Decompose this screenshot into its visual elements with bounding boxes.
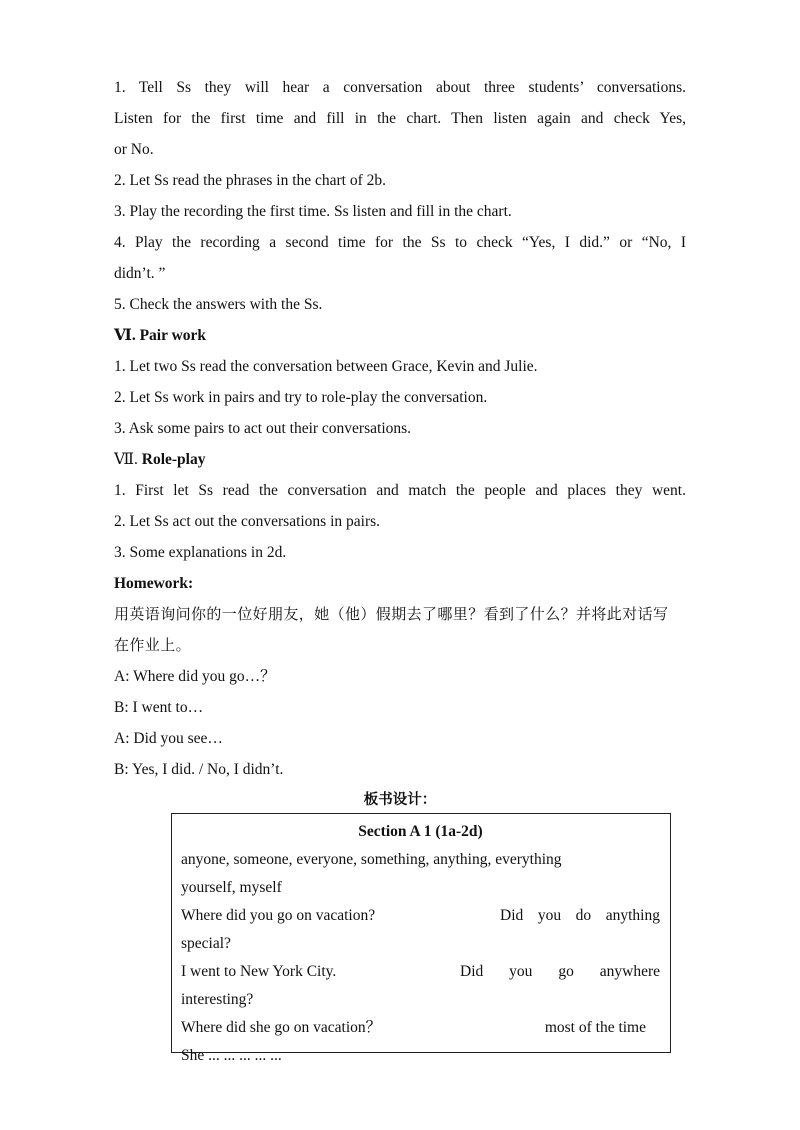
board-row-2-left: I went to New York City.: [181, 963, 337, 980]
dialogue-line-2: B: I went to…: [114, 699, 204, 716]
board-row-3: [181, 1014, 660, 1042]
listening-step-1a: 1. Tell Ss they will hear a conversation about three students’ conversations.: [114, 79, 686, 96]
board-row-2-continued: interesting?: [181, 991, 254, 1008]
board-word-list: anyone, someone, everyone, something, anything, everything: [181, 851, 562, 868]
listening-step-4b: didn’t. ”: [114, 265, 166, 282]
homework-instruction-line-2: 在作业上。: [114, 636, 192, 654]
homework-heading: Homework:: [114, 575, 194, 592]
board-row-1-left: Where did you go on vacation?: [181, 907, 376, 924]
board-row-3-right: most of the time: [544, 1019, 646, 1036]
role-play-step-3: 3. Some explanations in 2d.: [114, 544, 287, 561]
board-row-4-text: She ... ... ... ... ...: [181, 1047, 282, 1064]
lesson-content: [114, 72, 686, 816]
homework-instruction-line-1: 用英语询问你的一位好朋友，她（他）假期去了哪里？看到了什么？并将此对话写: [114, 605, 669, 623]
role-play-numeral: Ⅶ.: [114, 451, 138, 468]
board-reflexive-list: yourself, myself: [181, 879, 282, 896]
listening-step-1b: Listen for the first time and fill in the chart. Then listen again and check Yes,: [114, 110, 686, 127]
pair-work-step-2: 2. Let Ss work in pairs and try to role-play the conversation.: [114, 389, 488, 406]
listening-step-2: 2. Let Ss read the phrases in the chart of 2b.: [114, 172, 387, 189]
role-play-step-1: 1. First let Ss read the conversation and match the people and places they went.: [114, 482, 686, 499]
board-row-1-right: Did you do anything: [500, 907, 660, 924]
pair-work-heading: Ⅵ. Pair work: [114, 327, 207, 344]
board-design-box: [171, 813, 671, 1064]
board-row-1: [181, 902, 660, 930]
board-row-1-continued: special?: [181, 935, 231, 952]
listening-step-1c: or No.: [114, 141, 154, 158]
listening-step-4a: 4. Play the recording a second time for the Ss to check “Yes, I did.” or “No, I: [114, 234, 686, 251]
pair-work-step-1: 1. Let two Ss read the conversation between Grace, Kevin and Julie.: [114, 358, 538, 375]
role-play-heading: [114, 444, 686, 475]
dialogue-line-4: B: Yes, I did. / No, I didn’t.: [114, 761, 284, 778]
dialogue-line-3: A: Did you see…: [114, 730, 223, 747]
board-row-4-partial: [181, 1042, 660, 1064]
listening-step-5: 5. Check the answers with the Ss.: [114, 296, 323, 313]
listening-step-3: 3. Play the recording the first time. Ss listen and fill in the chart.: [114, 203, 512, 220]
role-play-title: Role-play: [137, 451, 206, 468]
pair-work-step-3: 3. Ask some pairs to act out their conversations.: [114, 420, 412, 437]
board-row-3-left: Where did she go on vacation？: [181, 1019, 382, 1036]
board-row-2-right: Did you go anywhere: [460, 963, 660, 980]
board-design-label: 板书设计：: [363, 792, 437, 808]
dialogue-line-1: A: Where did you go…？: [114, 668, 276, 685]
role-play-step-2: 2. Let Ss act out the conversations in pairs.: [114, 513, 381, 530]
board-row-2: [181, 958, 660, 986]
board-title: Section A 1 (1a-2d): [358, 823, 483, 840]
